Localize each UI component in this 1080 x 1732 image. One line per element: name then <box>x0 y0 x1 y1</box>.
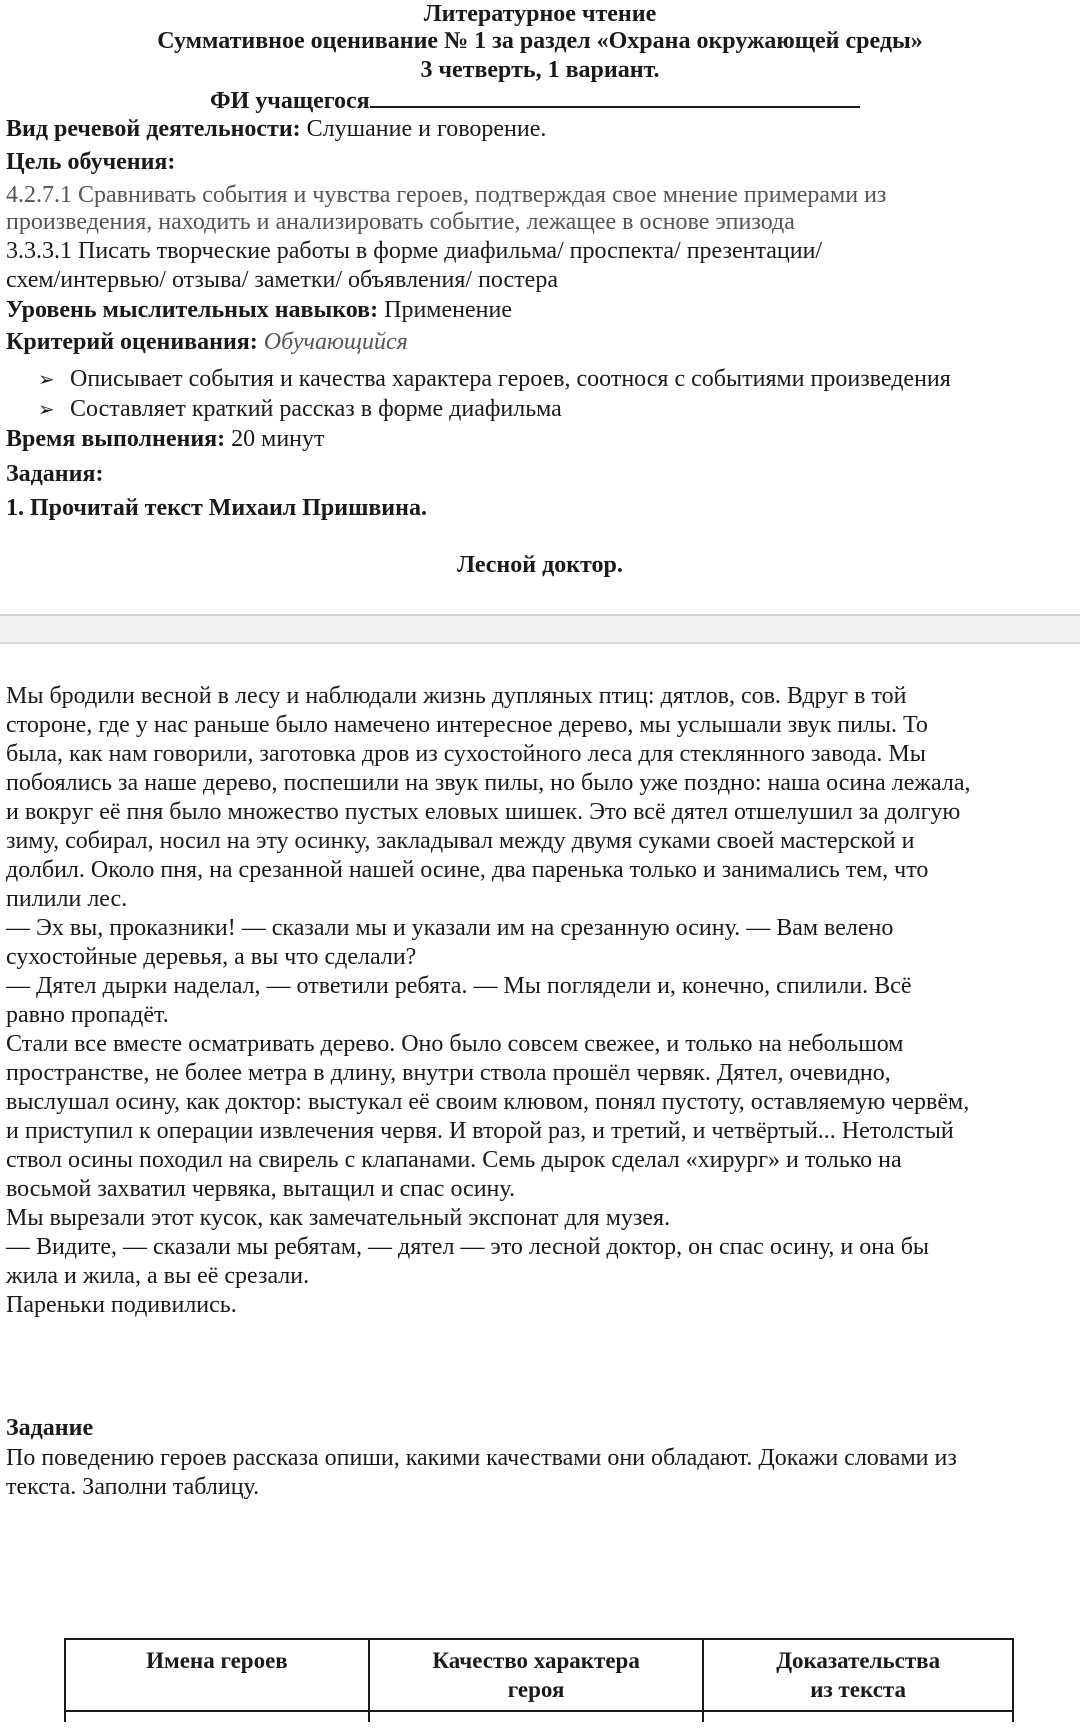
col-hero-names-label: Имена героев <box>146 1648 288 1673</box>
activity-value: Слушание и говорение. <box>306 116 547 142</box>
col-evidence-line-1: Доказательства <box>776 1648 941 1673</box>
story-line: побоялись за наше дерево, поспешили на звук пилы, но было уже поздно: наша осина лежала, <box>6 770 971 796</box>
story-line: пространстве, не более метра в длину, внутри ствола прошёл червяк. Дятел, очевидно, <box>6 1060 891 1086</box>
criteria-label: Критерий оценивания: <box>6 329 258 355</box>
student-name-label: ФИ учащегося <box>210 88 370 114</box>
story-line: восьмой захватил червяка, вытащил и спас осину. <box>6 1176 515 1202</box>
story-line: — Эх вы, проказники! — сказали мы и указали им на срезанную осину. — Вам велено <box>6 915 894 941</box>
story-line: Пареньки подивились. <box>6 1292 237 1318</box>
criteria-item-2 <box>38 395 562 424</box>
student-name-blank <box>370 86 860 108</box>
col-evidence <box>703 1639 1013 1711</box>
activity-row <box>6 115 546 143</box>
task-heading: Задание <box>6 1415 94 1441</box>
page-break <box>0 614 1080 644</box>
story-line: стороне, где у нас раньше было намечено интересное дерево, мы услышали звук пилы. То <box>6 712 928 738</box>
subject-title: Литературное чтение <box>423 1 657 27</box>
activity-label: Вид речевой деятельности: <box>6 116 301 142</box>
story-line: и вокруг её пня было множество пустых еловых шишек. Это всё дятел отшелушил за долгую <box>6 799 961 825</box>
hero-name-cell[interactable] <box>65 1711 369 1722</box>
criteria-item-text: Описывает события и качества характера героев, соотнося с событиями произведения <box>70 366 951 392</box>
level-row <box>6 296 512 324</box>
story-line: долбил. Около пня, на срезанной нашей осине, два паренька только и занимались тем, что <box>6 857 929 883</box>
col-hero-names <box>65 1639 369 1711</box>
task-1: 1. Прочитай текст Михаил Пришвина. <box>6 495 427 521</box>
col-evidence-line-2: из текста <box>810 1677 906 1702</box>
goal-line-4: схем/интервью/ отзыва/ заметки/ объявления/ постера <box>6 267 558 293</box>
story-line: и приступил к операции извлечения червя. И второй раз, и третий, и четвёртый... Нетолстый <box>6 1118 954 1144</box>
goal-line-2: произведения, находить и анализировать событие, лежащее в основе эпизода <box>6 209 795 235</box>
criteria-value: Обучающийся <box>263 329 408 355</box>
task-line-2: текста. Заполни таблицу. <box>6 1474 260 1500</box>
goal-line-3: 3.3.3.1 Писать творческие работы в форме диафильма/ проспекта/ презентации/ <box>6 238 823 264</box>
col-character-quality <box>369 1639 703 1711</box>
bullet-arrow-icon: ➢ <box>38 369 55 391</box>
tasks-label: Задания: <box>6 461 104 487</box>
criteria-row <box>6 328 408 356</box>
level-value: Применение <box>384 297 512 323</box>
task-line-1: По поведению героев рассказа опиши, какими качествами они обладают. Докажи словами из <box>6 1445 957 1471</box>
story-line: была, как нам говорили, заготовка дров из сухостойного леса для стеклянного завода. Мы <box>6 741 926 767</box>
time-row <box>6 425 325 453</box>
goal-label: Цель обучения: <box>6 149 176 175</box>
assessment-title: Суммативное оценивание № 1 за раздел «Охрана окружающей среды» <box>157 28 923 54</box>
story-text <box>6 682 1074 1320</box>
heroes-table <box>64 1638 1014 1722</box>
story-title: Лесной доктор. <box>457 552 623 578</box>
table-header-row <box>65 1639 1013 1711</box>
story-line: сухостойные деревья, а вы что сделали? <box>6 944 417 970</box>
quality-cell[interactable] <box>369 1711 703 1722</box>
goal-line-1: 4.2.7.1 Сравнивать события и чувства героев, подтверждая свое мнение примерами из <box>6 182 887 208</box>
story-line: — Дятел дырки наделал, — ответили ребята. — Мы поглядели и, конечно, спилили. Всё <box>6 973 912 999</box>
col-quality-line-1: Качество характера <box>432 1648 640 1673</box>
story-line: зиму, собирал, носил на эту осинку, закладывал между двумя суками своей мастерской и <box>6 828 915 854</box>
evidence-cell[interactable] <box>703 1711 1013 1722</box>
criteria-item-1 <box>38 365 951 394</box>
story-line: Мы вырезали этот кусок, как замечательный экспонат для музея. <box>6 1205 671 1231</box>
student-name-row <box>210 86 860 115</box>
level-label: Уровень мыслительных навыков: <box>6 297 379 323</box>
story-line: пилили лес. <box>6 886 128 912</box>
col-quality-line-2: героя <box>507 1677 565 1702</box>
story-line: равно пропадёт. <box>6 1002 169 1028</box>
bullet-arrow-icon: ➢ <box>38 399 55 421</box>
story-line: Стали все вместе осматривать дерево. Оно было совсем свежее, и только на небольшом <box>6 1031 904 1057</box>
heroes-table-wrap <box>64 1638 1014 1732</box>
time-value: 20 минут <box>231 426 325 452</box>
story-line: Мы бродили весной в лесу и наблюдали жизнь дупляных птиц: дятлов, сов. Вдруг в той <box>6 683 907 709</box>
table-row <box>65 1711 1013 1722</box>
story-line: выслушал осину, как доктор: выстукал её своим клювом, понял пустоту, оставляемую червём, <box>6 1089 970 1115</box>
criteria-item-text: Составляет краткий рассказ в форме диафильма <box>70 396 562 422</box>
story-line: жила и жила, а вы её срезали. <box>6 1263 310 1289</box>
term-title: 3 четверть, 1 вариант. <box>420 57 660 83</box>
time-label: Время выполнения: <box>6 426 226 452</box>
story-line: — Видите, — сказали мы ребятам, — дятел — это лесной доктор, он спас осину, и она бы <box>6 1234 930 1260</box>
story-line: ствол осины походил на свирель с клапанами. Семь дырок сделал «хирург» и только на <box>6 1147 902 1173</box>
